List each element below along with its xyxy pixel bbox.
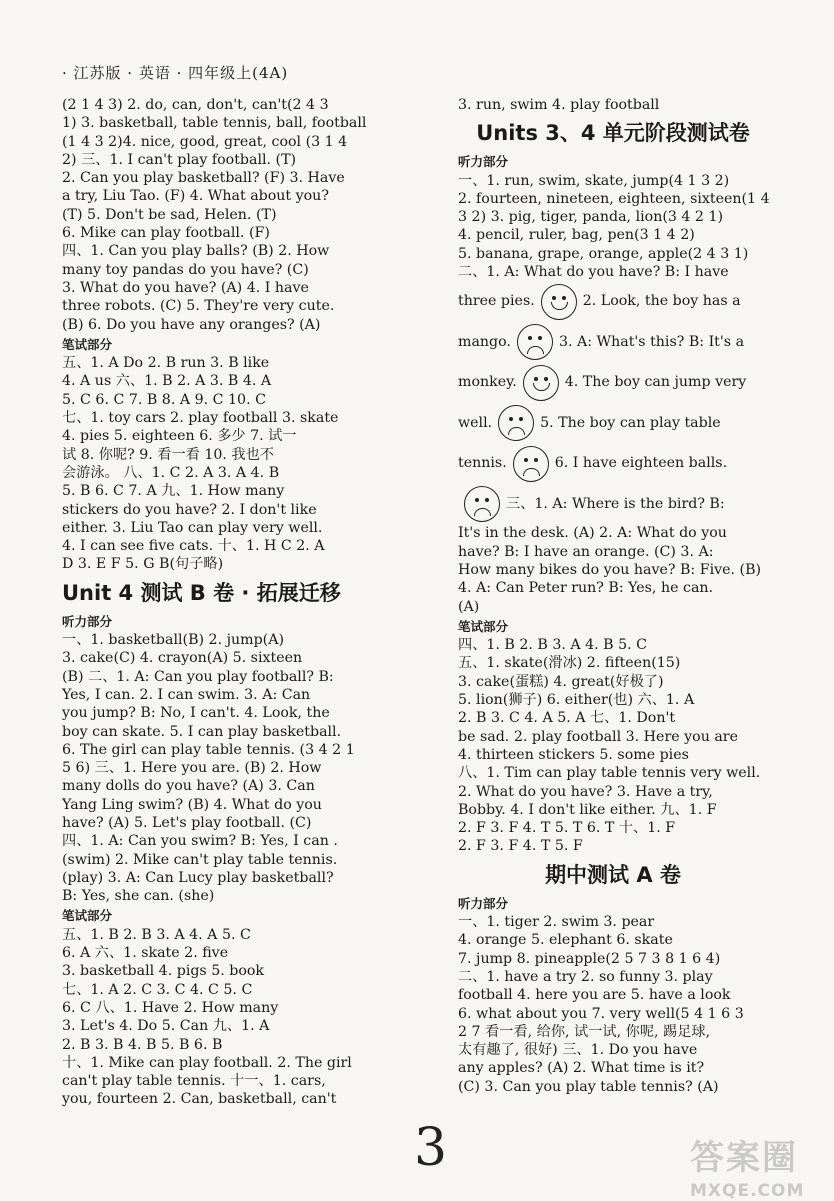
- answer-line: Yes, I can. 2. I can swim. 3. A: Can: [62, 686, 311, 703]
- left-block-4: [62, 926, 372, 1109]
- answer-line: 2. B 3. B 4. B 5. B 6. B: [62, 1036, 223, 1053]
- answer-line: 2) 三、1. I can't play football. (T): [62, 151, 297, 168]
- answer-line: 会游泳。 八、1. C 2. A 3. A 4. B: [62, 464, 280, 481]
- answer-line: B: Yes, she can. (she): [62, 888, 215, 905]
- watermark-text: 答案圈: [690, 1138, 798, 1178]
- answer-line: 一、1. run, swim, skate, jump(4 1 3 2): [458, 172, 730, 189]
- answer-line: 4. I can see five cats. 十、1. H C 2. A: [62, 538, 325, 555]
- answer-line: 2. F 3. F 4. T 5. T 6. T 十、1. F: [458, 820, 676, 837]
- face-answer-line: [458, 281, 768, 322]
- answer-line: you, fourteen 2. Can, basketball, can't: [62, 1091, 337, 1108]
- right-block-3: [458, 636, 768, 856]
- answer-line: 四、1. Can you play balls? (B) 2. How: [62, 243, 330, 260]
- listening-section-label: 听力部分: [458, 154, 509, 170]
- left-column: [62, 96, 372, 1109]
- answer-line: 2. B 3. C 4. A 5. A 七、1. Don't: [458, 710, 676, 727]
- answer-line: 6. A 六、1. skate 2. five: [62, 945, 229, 962]
- answer-line: 5. lion(狮子) 6. either(也) 六、1. A: [458, 692, 695, 709]
- answer-line: 七、1. A 2. C 3. C 4. C 5. C: [62, 981, 253, 998]
- answer-line: 5 6) 三、1. Here you are. (B) 2. How: [62, 760, 322, 777]
- answer-line: (B) 6. Do you have any oranges? (A): [62, 316, 321, 333]
- answer-line: 6. C 八、1. Have 2. How many: [62, 999, 279, 1016]
- answer-line: 二、1. A: What do you have? B: I have: [458, 264, 729, 281]
- face-answer-line: [458, 443, 768, 484]
- answer-line: can't play table tennis. 十一、1. cars,: [62, 1073, 326, 1090]
- answer-line: 3 2) 3. pig, tiger, panda, lion(3 4 2 1): [458, 209, 724, 226]
- answer-line: 5. C 6. C 7. B 8. A 9. C 10. C: [62, 391, 266, 408]
- face-line-prefix: monkey.: [458, 374, 517, 391]
- sad-face-icon: [464, 486, 500, 522]
- answer-line: 3. cake(C) 4. crayon(A) 5. sixteen: [62, 650, 303, 667]
- answer-line: 四、1. A: Can you swim? B: Yes, I can .: [62, 833, 338, 850]
- face-answer-line: [458, 362, 768, 403]
- answer-line: It's in the desk. (A) 2. A: What do you: [458, 525, 727, 542]
- face-line-suffix: 3. A: What's this? B: It's a: [558, 333, 745, 350]
- answer-line: 2. Can you play basketball? (F) 3. Have: [62, 170, 345, 187]
- written-section-label: 笔试部分: [458, 618, 509, 634]
- answer-line: 2. fourteen, nineteen, eighteen, sixteen(1 4: [458, 190, 770, 207]
- listening-section-label: 听力部分: [458, 895, 509, 911]
- answer-line: be sad. 2. play football 3. Here you are: [458, 728, 738, 745]
- watermark-logo: [690, 1130, 804, 1201]
- face-line-prefix: three pies.: [458, 293, 535, 310]
- page-header: · 江苏版 · 英语 · 四年级上(4A): [62, 64, 289, 82]
- answer-line: D 3. E F 5. G B(句子略): [62, 556, 224, 573]
- answer-line: 试 8. 你呢? 9. 看一看 10. 我也不: [62, 446, 274, 463]
- answer-line: 2. What do you have? 3. Have a try,: [458, 783, 713, 800]
- answer-line: (A): [458, 598, 480, 615]
- answer-line: 1) 3. basketball, table tennis, ball, football: [62, 115, 367, 132]
- answer-line: Yang Ling swim? (B) 4. What do you: [62, 796, 322, 813]
- right-block-1: [458, 172, 768, 282]
- face-line-suffix: 三、1. A: Where is the bird? B:: [506, 495, 725, 512]
- answer-line: 6. what about you 7. very well(5 4 1 6 3: [458, 1005, 744, 1022]
- answer-line: many toy pandas do you have? (C): [62, 261, 309, 278]
- answer-line: 3. run, swim 4. play football: [458, 97, 660, 113]
- smiley-face-icon: [523, 365, 559, 401]
- answer-line: any apples? (A) 2. What time is it?: [458, 1060, 705, 1077]
- answer-line: 3. basketball 4. pigs 5. book: [62, 963, 265, 980]
- face-line-prefix: mango.: [458, 333, 511, 350]
- face-answer-line: [458, 403, 768, 444]
- answer-line: 4. A us 六、1. B 2. A 3. B 4. A: [62, 373, 272, 390]
- left-block-3: [62, 631, 372, 905]
- answer-line: 6. The girl can play table tennis. (3 4 2 1: [62, 741, 355, 758]
- face-line-suffix: 4. The boy can jump very: [564, 374, 747, 391]
- answer-line: 2 7 看一看, 给你, 试一试, 你呢, 踢足球,: [458, 1023, 711, 1040]
- answer-line: 6. Mike can play football. (F): [62, 225, 270, 242]
- answer-line: (T) 5. Don't be sad, Helen. (T): [62, 206, 277, 223]
- sad-face-icon: [513, 446, 549, 482]
- answer-line: boy can skate. 5. I can play basketball.: [62, 723, 342, 740]
- answer-line: 3. What do you have? (A) 4. I have: [62, 279, 309, 296]
- answer-line: you jump? B: No, I can't. 4. Look, the: [62, 705, 330, 722]
- written-section-label: 笔试部分: [62, 908, 113, 924]
- answer-line: 4. pies 5. eighteen 6. 多少 7. 试一: [62, 428, 297, 445]
- answer-line: many dolls do you have? (A) 3. Can: [62, 778, 315, 795]
- section-title-unit4: Unit 4 测试 B 卷 · 拓展迁移: [62, 580, 341, 605]
- answer-line: 2. F 3. F 4. T 5. F: [458, 838, 583, 855]
- answer-line: (2 1 4 3) 2. do, can, don't, can't(2 4 3: [62, 97, 329, 113]
- listening-section-label: 听力部分: [62, 613, 113, 629]
- answer-line: 5. B 6. C 7. A 九、1. How many: [62, 483, 285, 500]
- right-block-4: [458, 913, 768, 1096]
- answer-line: (swim) 2. Mike can't play table tennis.: [62, 851, 338, 868]
- face-answer-line: [458, 484, 768, 525]
- section-title-midterm: 期中测试 A 卷: [545, 862, 681, 887]
- answer-line: 4. A: Can Peter run? B: Yes, he can.: [458, 580, 714, 597]
- answer-line: 五、1. A Do 2. B run 3. B like: [62, 355, 270, 372]
- sad-face-icon: [498, 405, 534, 441]
- answer-line: How many bikes do you have? B: Five. (B): [458, 561, 762, 578]
- face-line-suffix: 2. Look, the boy has a: [582, 293, 741, 310]
- answer-line: 3. cake(蛋糕) 4. great(好极了): [458, 673, 664, 690]
- answer-line: 一、1. basketball(B) 2. jump(A): [62, 632, 284, 649]
- answer-line: either. 3. Liu Tao can play very well.: [62, 519, 323, 536]
- answer-line: 一、1. tiger 2. swim 3. pear: [458, 914, 655, 931]
- face-answers: [458, 281, 768, 524]
- answer-line: 七、1. toy cars 2. play football 3. skate: [62, 410, 339, 427]
- answer-line: (B) 二、1. A: Can you play football? B:: [62, 668, 334, 685]
- answer-line: 八、1. Tim can play table tennis very well.: [458, 765, 761, 782]
- answer-line: have? B: I have an orange. (C) 3. A:: [458, 543, 714, 560]
- answer-line: 十、1. Mike can play football. 2. The girl: [62, 1054, 352, 1071]
- answer-line: Bobby. 4. I don't like either. 九、1. F: [458, 801, 717, 818]
- right-block-2: [458, 524, 768, 615]
- face-answer-line: [458, 322, 768, 363]
- section-title-units34: Units 3、4 单元阶段测试卷: [476, 121, 750, 146]
- answer-line: stickers do you have? 2. I don't like: [62, 501, 317, 518]
- answer-line: (C) 3. Can you play table tennis? (A): [458, 1078, 719, 1095]
- answer-line: a try, Liu Tao. (F) 4. What about you?: [62, 188, 329, 205]
- left-block-2: [62, 354, 372, 574]
- answer-line: 3. Let's 4. Do 5. Can 九、1. A: [62, 1018, 270, 1035]
- smiley-face-icon: [541, 284, 577, 320]
- watermark-url: MXQE.COM: [690, 1181, 805, 1201]
- written-section-label: 笔试部分: [62, 336, 113, 352]
- answer-line: 太有趣了, 很好) 三、1. Do you have: [458, 1042, 698, 1059]
- face-line-prefix: well.: [458, 414, 493, 431]
- answer-line: 五、1. B 2. B 3. A 4. A 5. C: [62, 926, 251, 943]
- answer-line: (play) 3. A: Can Lucy play basketball?: [62, 869, 334, 886]
- answer-line: 7. jump 8. pineapple(2 5 7 3 8 1 6 4): [458, 950, 721, 967]
- answer-line: football 4. here you are 5. have a look: [458, 987, 731, 1004]
- right-column: [458, 96, 768, 1096]
- answer-line: 5. banana, grape, orange, apple(2 4 3 1): [458, 245, 749, 262]
- answer-line: 五、1. skate(滑冰) 2. fifteen(15): [458, 655, 681, 672]
- answer-line: 四、1. B 2. B 3. A 4. B 5. C: [458, 637, 648, 654]
- answer-line: 4. pencil, ruler, bag, pen(3 1 4 2): [458, 227, 695, 244]
- face-line-suffix: 6. I have eighteen balls.: [554, 455, 728, 472]
- face-line-prefix: tennis.: [458, 455, 507, 472]
- answer-line: have? (A) 5. Let's play football. (C): [62, 814, 312, 831]
- answer-line: 二、1. have a try 2. so funny 3. play: [458, 968, 713, 985]
- answer-line: (1 4 3 2)4. nice, good, great, cool (3 1 4: [62, 133, 348, 150]
- left-block-1: [62, 96, 372, 334]
- page-number: 3: [414, 1118, 448, 1178]
- answer-line: 4. thirteen stickers 5. some pies: [458, 746, 689, 763]
- answer-line: three robots. (C) 5. They're very cute.: [62, 298, 335, 315]
- answer-line: 4. orange 5. elephant 6. skate: [458, 932, 673, 949]
- face-line-suffix: 5. The boy can play table: [540, 414, 721, 431]
- sad-face-icon: [517, 324, 553, 360]
